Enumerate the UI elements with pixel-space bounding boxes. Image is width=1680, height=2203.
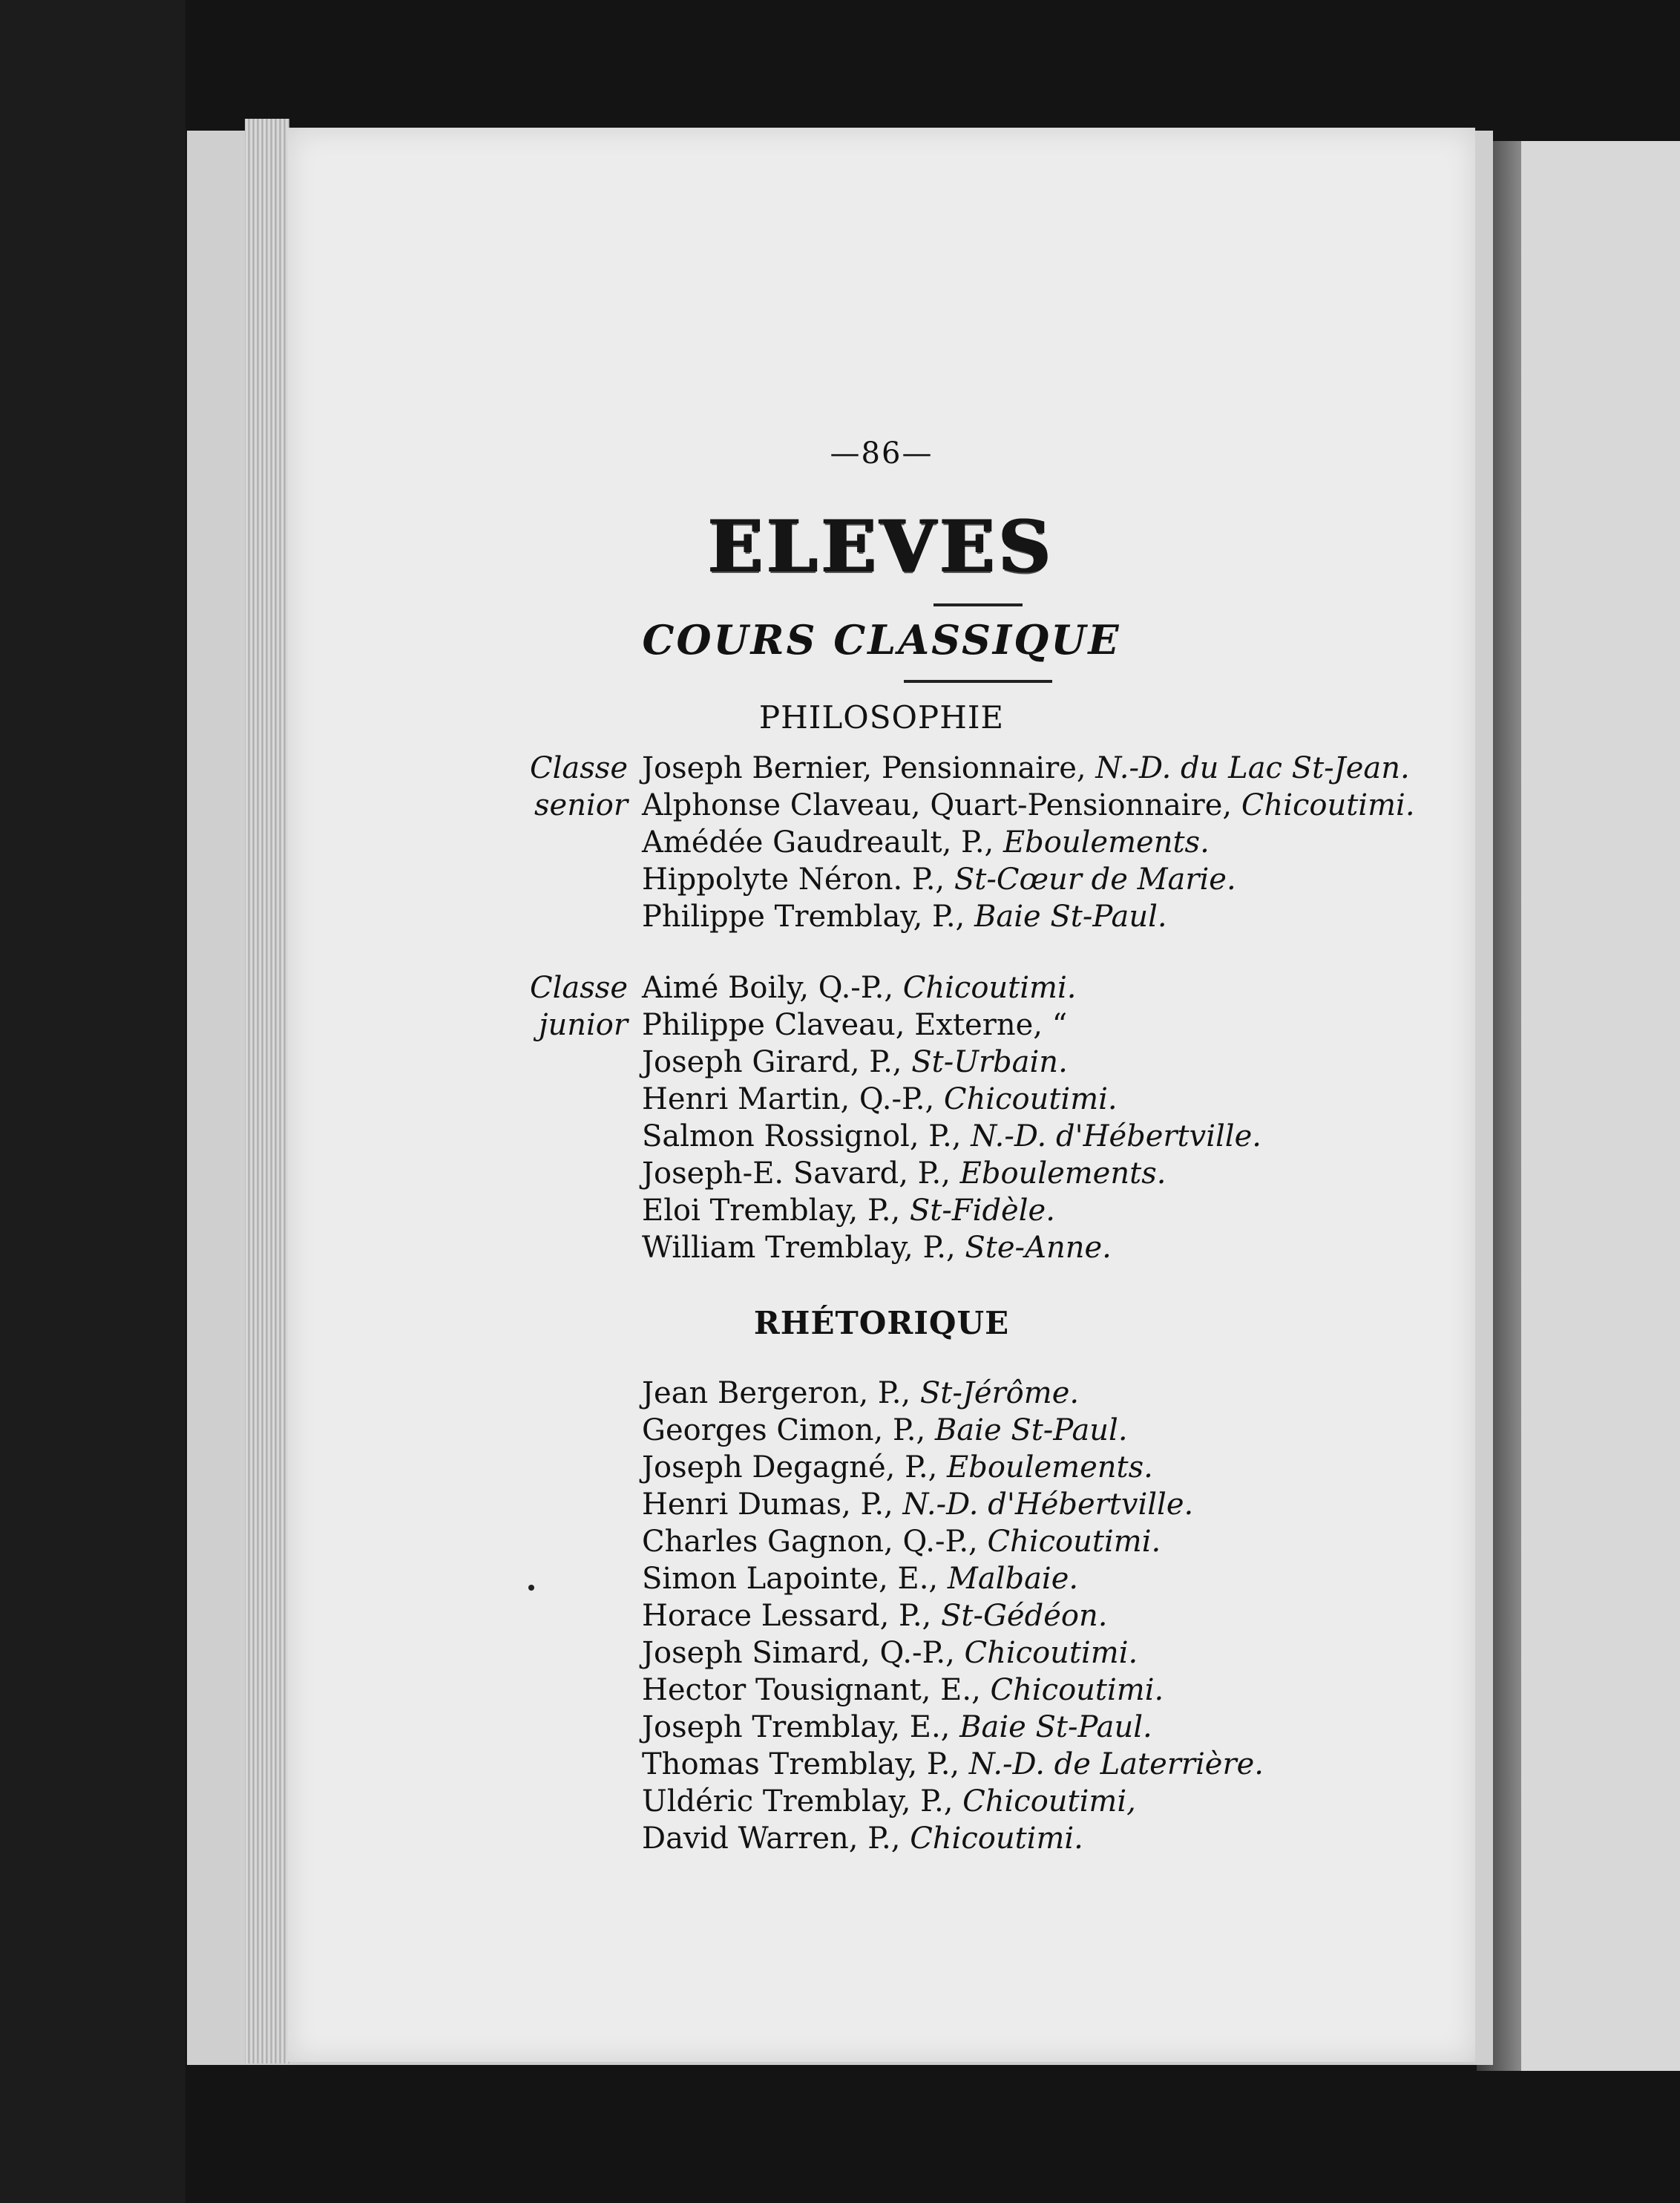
student-name: Hector Tousignant, E.,: [642, 1673, 981, 1707]
student-name: Hippolyte Néron. P.,: [642, 862, 945, 897]
list-item: [642, 1081, 1261, 1118]
student-name: Joseph Simard, Q.-P.,: [642, 1636, 955, 1670]
student-place: Malbaie.: [947, 1562, 1079, 1596]
list-item: [642, 787, 1415, 824]
student-place: Ste-Anne.: [965, 1231, 1112, 1265]
student-name: Henri Martin, Q.-P.,: [642, 1082, 935, 1116]
student-list-rhetorique: [642, 1375, 1264, 1857]
student-place: Baie St-Paul.: [974, 900, 1167, 934]
class-label-line: senior: [534, 788, 628, 822]
list-item: [642, 1006, 1261, 1044]
list-item: [642, 1375, 1264, 1412]
list-item: [642, 1597, 1264, 1634]
list-item: [642, 1560, 1264, 1597]
class-label-line: Classe: [530, 751, 628, 785]
class-label-line: Classe: [530, 971, 628, 1005]
list-item: [642, 1672, 1264, 1709]
list-item: [642, 1229, 1261, 1266]
list-item: [642, 1523, 1264, 1560]
student-place: N.-D. d'Hébertville.: [902, 1487, 1194, 1522]
page-number: —86—: [830, 436, 933, 471]
student-place: St-Urbain.: [911, 1045, 1068, 1079]
list-item: [642, 750, 1415, 787]
list-item: [642, 824, 1415, 861]
student-name: Joseph Bernier, Pensionnaire,: [642, 751, 1086, 785]
student-place: St-Jérôme.: [919, 1376, 1080, 1410]
list-item: [642, 1192, 1261, 1229]
student-place: Baie St-Paul.: [934, 1413, 1128, 1447]
student-place: St-Cœur de Marie.: [954, 862, 1236, 897]
student-name: Simon Lapointe, E.,: [642, 1562, 939, 1596]
student-place: Chicoutimi.: [964, 1636, 1138, 1670]
student-name: Eloi Tremblay, P.,: [642, 1194, 901, 1228]
student-name: William Tremblay, P.,: [642, 1231, 956, 1265]
film-border-left: [0, 0, 186, 2203]
student-name: David Warren, P.,: [642, 1821, 901, 1856]
student-place: Chicoutimi.: [943, 1082, 1118, 1116]
student-place: Eboulements.: [947, 1450, 1153, 1485]
student-name: Aimé Boily, Q.-P.,: [642, 971, 894, 1005]
student-place: Chicoutimi.: [902, 971, 1077, 1005]
list-item: [642, 898, 1415, 935]
margin-dot: [528, 1585, 534, 1591]
student-name: Joseph Degagné, P.,: [642, 1450, 938, 1485]
student-list-senior: [642, 750, 1415, 935]
class-label-senior: [487, 750, 628, 824]
student-place: Chicoutimi.: [1241, 788, 1415, 822]
student-name: Joseph Girard, P.,: [642, 1045, 902, 1079]
student-name: Jean Bergeron, P.,: [642, 1376, 911, 1410]
student-place: Chicoutimi.: [990, 1673, 1164, 1707]
student-place: St-Gédéon.: [940, 1599, 1108, 1633]
facing-page: [1521, 141, 1680, 2071]
list-item: [642, 1118, 1261, 1155]
subtitle-rule: [904, 680, 1052, 683]
list-item: [642, 969, 1261, 1006]
list-item: [642, 1044, 1261, 1081]
list-item: [642, 861, 1415, 898]
student-place: Eboulements.: [959, 1156, 1167, 1191]
student-place: Eboulements.: [1003, 825, 1210, 860]
student-place: St-Fidèle.: [909, 1194, 1055, 1228]
student-place: Chicoutimi.: [987, 1525, 1161, 1559]
list-item: [642, 1820, 1264, 1857]
section-title-philosophie: PHILOSOPHIE: [758, 699, 1005, 736]
page-stack-edge: [245, 119, 289, 2063]
student-place: N.-D. du Lac St-Jean.: [1095, 751, 1410, 785]
section-title-rhetorique: RHÉTORIQUE: [753, 1305, 1010, 1341]
page-title: ELEVES: [708, 505, 1055, 589]
title-rule: [933, 603, 1023, 606]
class-label-line: junior: [539, 1008, 628, 1042]
student-name: Salmon Rossignol, P.,: [642, 1119, 962, 1153]
list-item: [642, 1449, 1264, 1486]
student-name: Amédée Gaudreault, P.,: [642, 825, 994, 860]
student-place: N.-D. de Laterrière.: [968, 1747, 1264, 1781]
page-subtitle: COURS CLASSIQUE: [642, 616, 1121, 664]
student-name: Joseph-E. Savard, P.,: [642, 1156, 951, 1191]
list-item: [642, 1155, 1261, 1192]
list-item: [642, 1746, 1264, 1783]
student-place: Chicoutimi,: [962, 1784, 1136, 1819]
student-name: Henri Dumas, P.,: [642, 1487, 893, 1522]
student-name: Philippe Claveau, Externe, “: [642, 1008, 1068, 1042]
student-name: Thomas Tremblay, P.,: [642, 1747, 960, 1781]
student-name: Joseph Tremblay, E.,: [642, 1710, 951, 1744]
student-place: Chicoutimi.: [910, 1821, 1083, 1856]
list-item: [642, 1412, 1264, 1449]
list-item: [642, 1486, 1264, 1523]
student-name: Georges Cimon, P.,: [642, 1413, 926, 1447]
list-item: [642, 1634, 1264, 1672]
student-name: Alphonse Claveau, Quart-Pensionnaire,: [642, 788, 1233, 822]
student-place: N.-D. d'Hébertville.: [971, 1119, 1261, 1153]
student-list-junior: [642, 969, 1261, 1266]
book-page: [288, 128, 1475, 2062]
student-name: Uldéric Tremblay, P.,: [642, 1784, 954, 1819]
class-label-junior: [487, 969, 628, 1044]
list-item: [642, 1783, 1264, 1820]
student-name: Horace Lessard, P.,: [642, 1599, 932, 1633]
student-place: Baie St-Paul.: [959, 1710, 1152, 1744]
list-item: [642, 1709, 1264, 1746]
student-name: Philippe Tremblay, P.,: [642, 900, 965, 934]
student-name: Charles Gagnon, Q.-P.,: [642, 1525, 978, 1559]
